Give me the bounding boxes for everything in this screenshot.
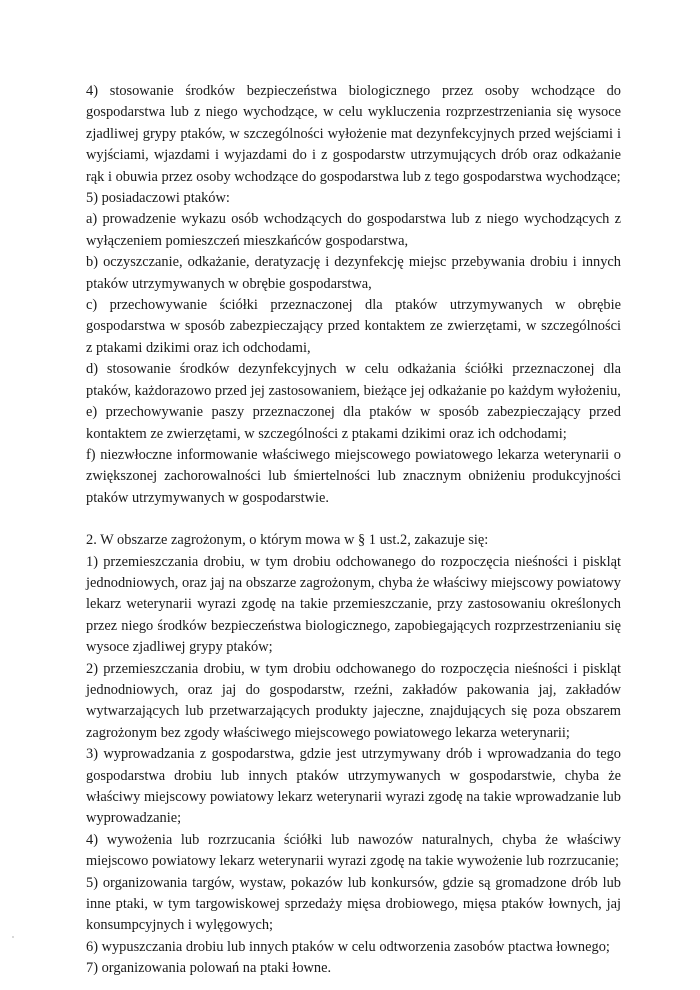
- paragraph-item-5f: f) niezwłoczne informowanie właściwego miejscowego powiatowego lekarza weterynarii o zwiększonej zachorowalności lub śmiertelności lub znacznym obniżeniu produkcyjności ptaków utrzymywanych w gospodarstwie.: [86, 446, 621, 506]
- paragraph-item-5e: e) przechowywanie paszy przeznaczonej dla ptaków w sposób zabezpieczający przed kontaktem ze zwierzętami, w szczególności z ptakami dzikimi oraz ich odchodami;: [86, 404, 621, 442]
- paragraph-item-5a: a) prowadzenie wykazu osób wchodzących do gospodarstwa lub z niego wychodzących z wyłączeniem pomieszczeń mieszkańców gospodarstwa,: [86, 211, 621, 249]
- document-body: [86, 81, 621, 980]
- prohibition-item-3: 3) wyprowadzania z gospodarstwa, gdzie jest utrzymywany drób i wprowadzania do tego gospodarstwa drobiu lub innych ptaków utrzymywanych w gospodarstwie, chyba że właściwy miejscowy powiatowy lekarz weterynarii wyrazi zgodę na takie wprowadzanie lub wyprowadzanie;: [86, 746, 621, 827]
- prohibition-item-2: 2) przemieszczania drobiu, w tym drobiu odchowanego do rozpoczęcia nieśności i piskląt jednodniowych, oraz jaj do gospodarstw, rzeźni, zakładów pakowania jaj, zakładów wytwarzających lub przetwarzających produkty jajeczne, znajdujących się poza obszarem zagrożonym bez zgody właściwego miejscowego powiatowego lekarza weterynarii;: [86, 660, 621, 741]
- paragraph-item-5c: c) przechowywanie ściółki przeznaczonej dla ptaków utrzymywanych w obrębie gospodarstwa w sposób zabezpieczający przed kontaktem ze zwierzętami, w szczególności z ptakami dzikimi oraz ich odchodami,: [86, 297, 621, 356]
- paragraph-item-5-heading: 5) posiadaczowi ptaków:: [86, 190, 230, 207]
- paragraph-item-5b: b) oczyszczanie, odkażanie, deratyzację i dezynfekcję miejsc przebywania drobiu i innych ptaków utrzymywanych w obrębie gospodarstwa,: [86, 254, 621, 292]
- prohibition-item-4: 4) wywożenia lub rozrzucania ściółki lub nawozów naturalnych, chyba że właściwy miejscowo powiatowy lekarz weterynarii wyrazi zgodę na takie wywożenie lub rozrzucanie;: [86, 831, 621, 870]
- prohibition-item-6: 6) wypuszczania drobiu lub innych ptaków w celu odtworzenia zasobów ptactwa łownego;: [86, 938, 610, 955]
- prohibition-item-7: 7) organizowania polowań na ptaki łowne.: [86, 960, 332, 977]
- prohibition-item-5: 5) organizowania targów, wystaw, pokazów lub konkursów, gdzie są gromadzone drób lub inne ptaki, w tym targowiskowej sprzedaży mięsa drobiowego, mięsa ptaków łownych, jaj konsumpcyjnych i wylęgowych;: [86, 874, 621, 934]
- scan-artifact: [12, 936, 14, 938]
- paragraph-item-5d: d) stosowanie środków dezynfekcyjnych w celu odkażania ściółki przeznaczonej dla ptaków, każdorazowo przed jej zastosowaniem, bieżące jej odkażanie po każdym wyłożeniu,: [86, 361, 621, 399]
- prohibition-item-1: 1) przemieszczania drobiu, w tym drobiu odchowanego do rozpoczęcia nieśności i piskląt jednodniowych, oraz jaj na obszarze zagrożonym, chyba że właściwy miejscowy powiatowy lekarz weterynarii wyrazi zgodę na takie przemieszczanie, przy zastosowaniu określonych przez niego środków bezpieczeństwa biologicznego, zapobiegających rozprzestrzenianiu się wysoce zjadliwej grypy ptaków;: [86, 553, 621, 656]
- paragraph-item-4: 4) stosowanie środków bezpieczeństwa biologicznego przez osoby wchodzące do gospodarstwa lub z niego wychodzące, w celu wykluczenia rozprzestrzeniania się wysoce zjadliwej grypy ptaków, w szczególności wyłożenie mat dezynfekcyjnych przed wejściami i wyjściami, wjazdami i wyjazdami do i z gospodarstw utrzymujących drób oraz odkażanie rąk i obuwia przez osoby wchodzące do gospodarstwa lub z tego gospodarstwa wychodzące;: [86, 83, 621, 185]
- section-2-heading: 2. W obszarze zagrożonym, o którym mowa w § 1 ust.2, zakazuje się:: [86, 532, 489, 549]
- section-spacer: [86, 509, 621, 530]
